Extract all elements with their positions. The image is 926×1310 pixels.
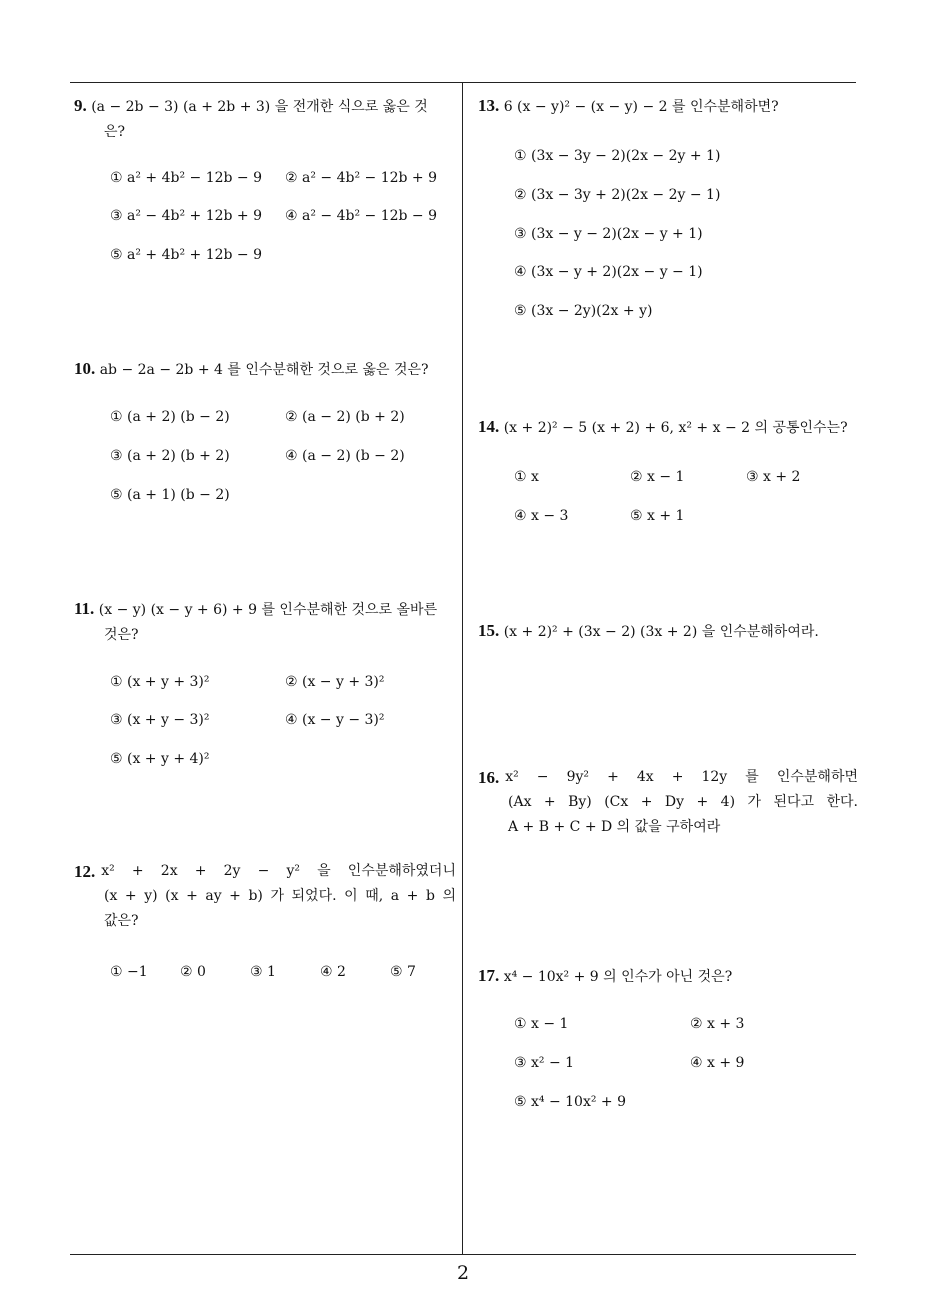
option-3[interactable]: ③ x² − 1 — [514, 1055, 575, 1071]
option-4[interactable]: ④ x − 3 — [514, 508, 569, 524]
option-5[interactable]: ⑤ a² + 4b² + 12b − 9 — [110, 247, 263, 263]
option-3[interactable]: ③ (3x − y − 2)(2x − y + 1) — [514, 226, 703, 242]
question-text-line-1: 6 (x − y)² − (x − y) − 2 를 인수분해하면? — [503, 99, 779, 115]
question-11 — [74, 596, 456, 648]
question-10 — [74, 356, 456, 383]
question-number: 13. — [478, 96, 500, 115]
option-1[interactable]: ① (3x − 3y − 2)(2x − 2y + 1) — [514, 148, 721, 164]
page-number: 2 — [456, 1262, 470, 1284]
option-3[interactable]: ③ x + 2 — [746, 469, 801, 485]
question-number: 15. — [478, 621, 500, 640]
option-5[interactable]: ⑤ 7 — [390, 964, 416, 980]
question-text-line-1: x² + 2x + 2y − y² 을 인수분해하였더니 — [101, 863, 456, 879]
option-2[interactable]: ② x − 1 — [630, 469, 685, 485]
option-1[interactable]: ① (x + y + 3)² — [110, 674, 210, 690]
bottom-rule — [70, 1254, 856, 1255]
question-text-line-3: A + B + C + D 의 값을 구하여라 — [508, 819, 721, 835]
question-number: 12. — [74, 862, 96, 881]
option-5[interactable]: ⑤ x⁴ − 10x² + 9 — [514, 1094, 626, 1110]
question-12 — [74, 859, 456, 934]
question-text-line-2: (x + y) (x + ay + b) 가 되었다. 이 때, a + b 의 — [104, 888, 456, 904]
option-2[interactable]: ② 0 — [180, 964, 206, 980]
option-2[interactable]: ② (a − 2) (b + 2) — [285, 409, 405, 425]
option-2[interactable]: ② a² − 4b² − 12b + 9 — [285, 170, 438, 186]
option-2[interactable]: ② (x − y + 3)² — [285, 674, 385, 690]
option-1[interactable]: ① x — [514, 469, 539, 485]
question-15 — [478, 618, 858, 645]
question-17 — [478, 963, 858, 990]
question-number: 16. — [478, 768, 500, 787]
top-rule — [70, 82, 856, 83]
question-text-line-2: (Ax + By) (Cx + Dy + 4) 가 된다고 한다. — [508, 794, 858, 810]
option-2[interactable]: ② (3x − 3y + 2)(2x − 2y − 1) — [514, 187, 721, 203]
question-text-line-1: (a − 2b − 3) (a + 2b + 3) 을 전개한 식으로 옳은 것 — [91, 99, 428, 115]
option-4[interactable]: ④ x + 9 — [690, 1055, 745, 1071]
question-number: 11. — [74, 599, 95, 618]
question-number: 9. — [74, 96, 87, 115]
question-text-line-1: (x + 2)² + (3x − 2) (3x + 2) 을 인수분해하여라. — [503, 624, 819, 640]
option-5[interactable]: ⑤ x + 1 — [630, 508, 685, 524]
option-5[interactable]: ⑤ (a + 1) (b − 2) — [110, 487, 230, 503]
option-1[interactable]: ① (a + 2) (b − 2) — [110, 409, 230, 425]
option-4[interactable]: ④ (3x − y + 2)(2x − y − 1) — [514, 264, 703, 280]
option-4[interactable]: ④ (a − 2) (b − 2) — [285, 448, 405, 464]
option-4[interactable]: ④ 2 — [320, 964, 346, 980]
option-3[interactable]: ③ 1 — [250, 964, 276, 980]
column-divider — [462, 83, 463, 1254]
question-13 — [478, 93, 858, 120]
question-text-line-1: ab − 2a − 2b + 4 를 인수분해한 것으로 옳은 것은? — [99, 362, 429, 378]
question-number: 17. — [478, 966, 500, 985]
option-1[interactable]: ① a² + 4b² − 12b − 9 — [110, 170, 263, 186]
question-number: 10. — [74, 359, 96, 378]
question-text-line-1: x⁴ − 10x² + 9 의 인수가 아닌 것은? — [503, 969, 733, 985]
option-1[interactable]: ① x − 1 — [514, 1016, 569, 1032]
option-3[interactable]: ③ (a + 2) (b + 2) — [110, 448, 230, 464]
question-number: 14. — [478, 417, 500, 436]
option-3[interactable]: ③ a² − 4b² + 12b + 9 — [110, 208, 263, 224]
option-5[interactable]: ⑤ (3x − 2y)(2x + y) — [514, 303, 653, 319]
question-16 — [478, 765, 858, 840]
option-2[interactable]: ② x + 3 — [690, 1016, 745, 1032]
question-text-line-1: (x + 2)² − 5 (x + 2) + 6, x² + x − 2 의 공통인수는? — [503, 420, 848, 436]
option-1[interactable]: ① −1 — [110, 964, 148, 980]
question-text-line-3: 값은? — [104, 913, 139, 929]
option-4[interactable]: ④ a² − 4b² − 12b − 9 — [285, 208, 438, 224]
question-9 — [74, 93, 456, 145]
question-text-line-1: (x − y) (x − y + 6) + 9 를 인수분해한 것으로 올바른 — [98, 602, 438, 618]
question-text-line-2: 것은? — [104, 627, 139, 643]
option-3[interactable]: ③ (x + y − 3)² — [110, 712, 210, 728]
question-text-line-1: x² − 9y² + 4x + 12y 를 인수분해하면 — [505, 769, 858, 785]
question-14 — [478, 414, 858, 441]
question-text-line-2: 은? — [104, 124, 126, 140]
option-5[interactable]: ⑤ (x + y + 4)² — [110, 751, 210, 767]
option-4[interactable]: ④ (x − y − 3)² — [285, 712, 385, 728]
